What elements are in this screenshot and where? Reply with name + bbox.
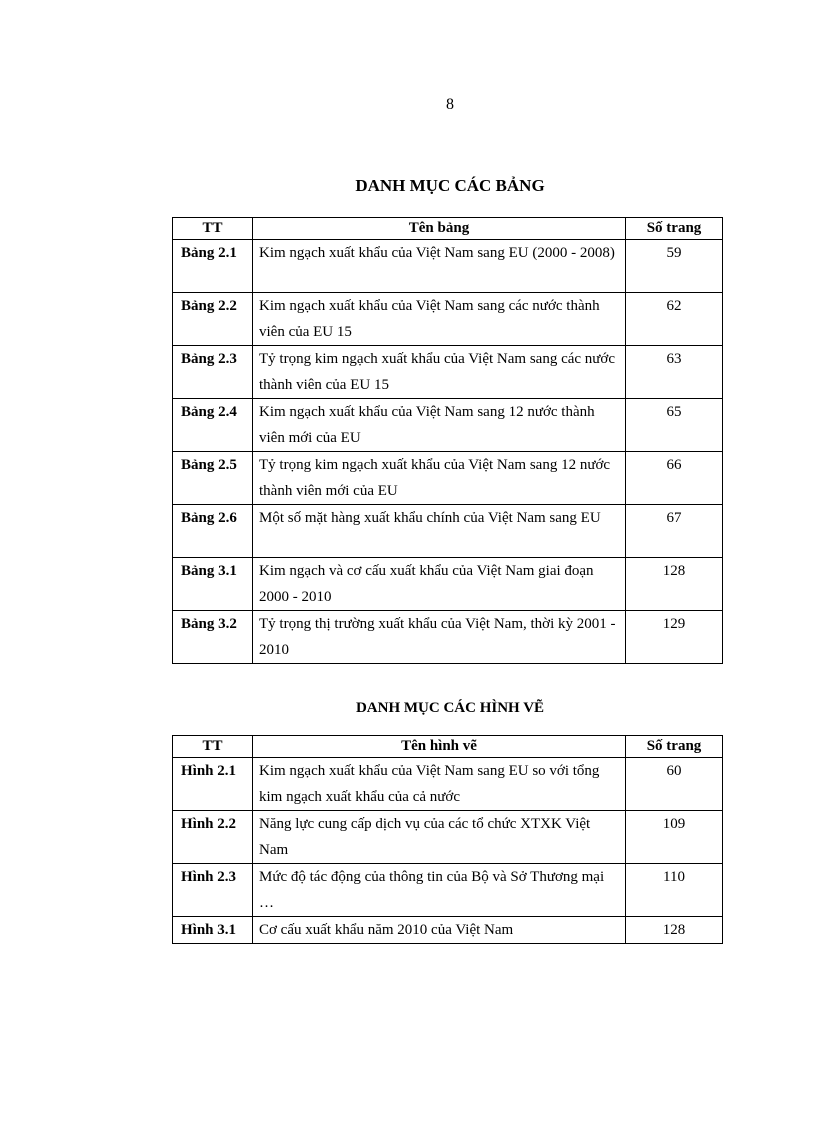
header-name: Tên bảng (253, 218, 626, 240)
row-name: Kim ngạch xuất khẩu của Việt Nam sang EU so với tổng kim ngạch xuất khẩu của cả nước (253, 758, 626, 811)
row-id: Bảng 2.1 (173, 240, 253, 293)
row-id: Hình 2.1 (173, 758, 253, 811)
page-number: 8 (446, 96, 454, 113)
header-tt: TT (173, 736, 253, 758)
header-page: Số trang (626, 218, 723, 240)
table-row (173, 917, 723, 944)
row-page: 128 (626, 917, 723, 944)
table-row (173, 611, 723, 664)
row-page: 62 (626, 293, 723, 346)
row-page: 128 (626, 558, 723, 611)
tables-list-title: DANH MỤC CÁC BẢNG (355, 176, 545, 195)
table-row (173, 811, 723, 864)
row-name: Kim ngạch xuất khẩu của Việt Nam sang các nước thành viên của EU 15 (253, 293, 626, 346)
row-page: 110 (626, 864, 723, 917)
row-id: Hình 3.1 (173, 917, 253, 944)
row-id: Bảng 2.3 (173, 346, 253, 399)
row-id: Bảng 3.1 (173, 558, 253, 611)
row-page: 59 (626, 240, 723, 293)
header-page: Số trang (626, 736, 723, 758)
row-id: Hình 2.2 (173, 811, 253, 864)
row-id: Bảng 2.5 (173, 452, 253, 505)
row-page: 129 (626, 611, 723, 664)
row-page: 67 (626, 505, 723, 558)
row-page: 109 (626, 811, 723, 864)
table-row (173, 346, 723, 399)
tables-list-table (172, 217, 723, 664)
row-name: Tỷ trọng kim ngạch xuất khẩu của Việt Nam sang 12 nước thành viên mới của EU (253, 452, 626, 505)
row-id: Bảng 2.2 (173, 293, 253, 346)
table-header-row (173, 736, 723, 758)
figures-list-table (172, 735, 723, 944)
row-name: Kim ngạch và cơ cấu xuất khẩu của Việt Nam giai đoạn 2000 - 2010 (253, 558, 626, 611)
row-name: Tỷ trọng kim ngạch xuất khẩu của Việt Nam sang các nước thành viên của EU 15 (253, 346, 626, 399)
row-name: Kim ngạch xuất khẩu của Việt Nam sang 12 nước thành viên mới của EU (253, 399, 626, 452)
row-name: Tỷ trọng thị trường xuất khẩu của Việt Nam, thời kỳ 2001 - 2010 (253, 611, 626, 664)
header-tt: TT (173, 218, 253, 240)
row-page: 66 (626, 452, 723, 505)
table-row (173, 399, 723, 452)
row-name: Kim ngạch xuất khẩu của Việt Nam sang EU (2000 - 2008) (253, 240, 626, 293)
figures-list-title: DANH MỤC CÁC HÌNH VẼ (355, 700, 545, 716)
row-name: Một số mặt hàng xuất khẩu chính của Việt Nam sang EU (253, 505, 626, 558)
row-name: Cơ cấu xuất khẩu năm 2010 của Việt Nam (253, 917, 626, 944)
row-id: Bảng 2.4 (173, 399, 253, 452)
header-name: Tên hình vẽ (253, 736, 626, 758)
table-row (173, 293, 723, 346)
table-row (173, 505, 723, 558)
row-name: Năng lực cung cấp dịch vụ của các tổ chức XTXK Việt Nam (253, 811, 626, 864)
table-row (173, 864, 723, 917)
row-page: 65 (626, 399, 723, 452)
row-page: 60 (626, 758, 723, 811)
row-name: Mức độ tác động của thông tin của Bộ và Sở Thương mại … (253, 864, 626, 917)
row-id: Bảng 3.2 (173, 611, 253, 664)
row-id: Bảng 2.6 (173, 505, 253, 558)
table-row (173, 758, 723, 811)
table-row (173, 558, 723, 611)
table-row (173, 240, 723, 293)
table-row (173, 452, 723, 505)
row-page: 63 (626, 346, 723, 399)
table-header-row (173, 218, 723, 240)
row-id: Hình 2.3 (173, 864, 253, 917)
